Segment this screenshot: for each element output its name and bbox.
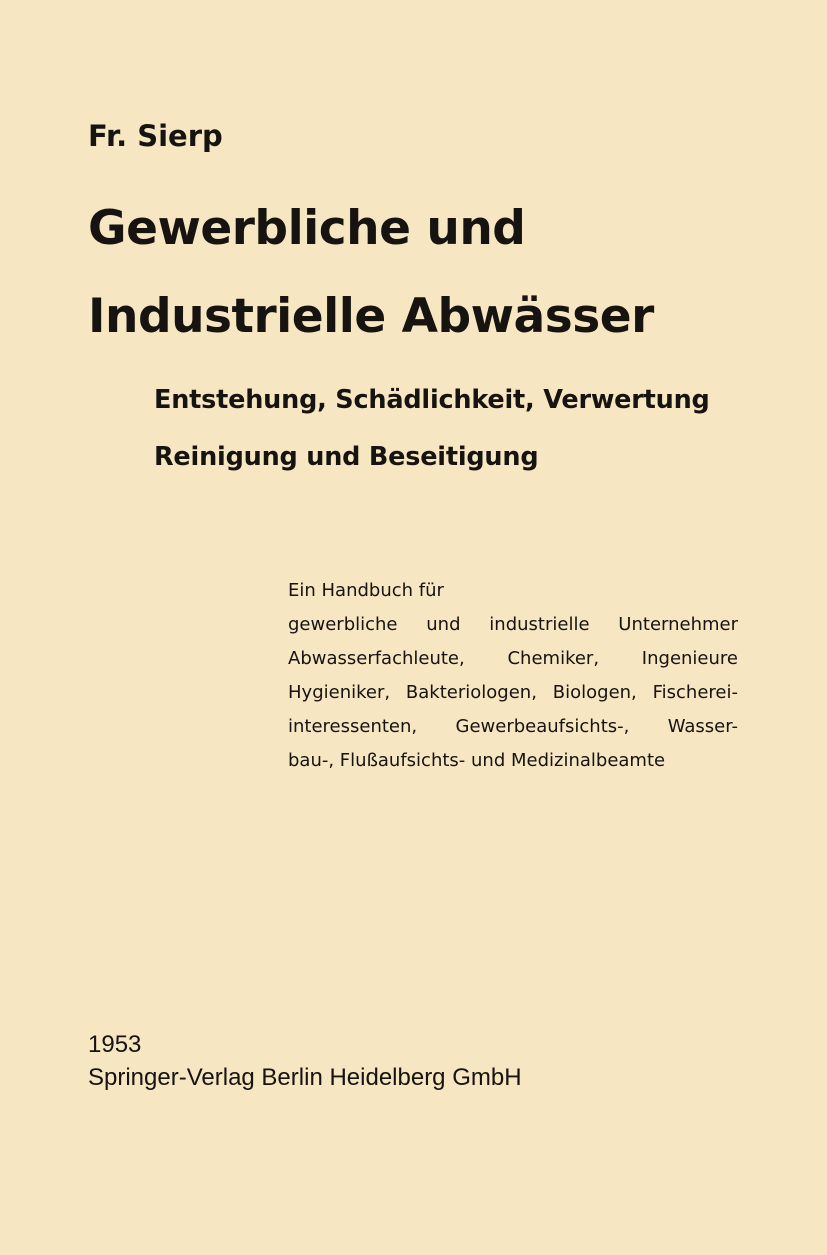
- title-line-1: Gewerbliche und: [88, 201, 526, 256]
- audience-description: [288, 574, 738, 778]
- description-line-4: Hygieniker, Bakteriologen, Biologen, Fischerei-: [288, 682, 738, 703]
- subtitle-line-1: Entstehung, Schädlichkeit, Verwertung: [154, 385, 710, 415]
- author-name: Fr. Sierp: [88, 119, 223, 153]
- description-line-5: interessenten, Gewerbeaufsichts-, Wasser-: [288, 716, 738, 737]
- title-line-2: Industrielle Abwässer: [88, 289, 654, 344]
- description-line-6: bau-, Flußaufsichts- und Medizinalbeamte: [288, 750, 666, 771]
- description-line-3: Abwasserfachleute, Chemiker, Ingenieure: [288, 648, 738, 669]
- description-line-2: gewerbliche und industrielle Unternehmer: [288, 614, 738, 635]
- publication-year: 1953: [88, 1031, 142, 1058]
- subtitle-line-2: Reinigung und Beseitigung: [154, 442, 539, 472]
- publisher-name: Springer-Verlag Berlin Heidelberg GmbH: [88, 1064, 522, 1091]
- description-line-1: Ein Handbuch für: [288, 580, 444, 601]
